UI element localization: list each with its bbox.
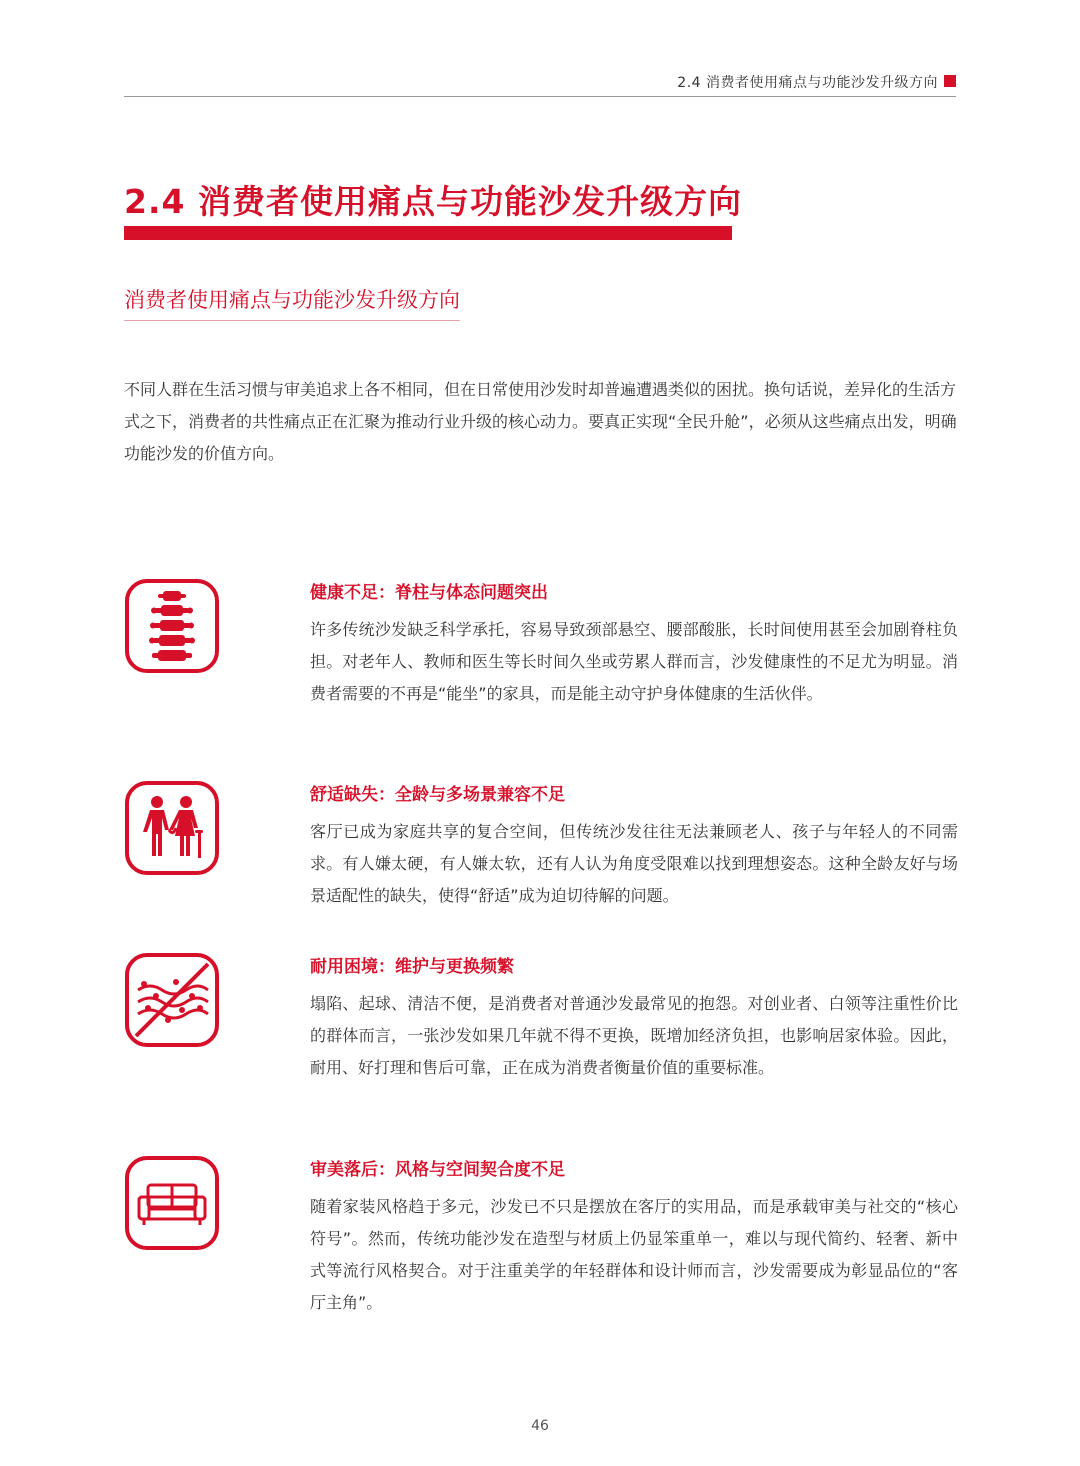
item-title: 审美落后：风格与空间契合度不足 <box>310 1160 565 1180</box>
title-underline-bar <box>124 226 732 240</box>
elderly-couple-icon <box>124 780 220 876</box>
item-body: 客厅已成为家庭共享的复合空间，但传统沙发往往无法兼顾老人、孩子与年轻人的不同需求。有人嫌太硬，有人嫌太软，还有人认为角度受限难以找到理想姿态。这种全龄友好与场景适配性的缺失，使得“舒适”成为迫切待解的问题。 <box>310 822 958 905</box>
item-title: 耐用困境：维护与更换频繁 <box>310 957 514 977</box>
running-header: 2.4 消费者使用痛点与功能沙发升级方向 <box>677 75 938 91</box>
intro-paragraph: 不同人群在生活习惯与审美追求上各不相同，但在日常使用沙发时却普遍遭遇类似的困扰。换句话说，差异化的生活方式之下，消费者的共性痛点正在汇聚为推动行业升级的核心动力。要真正实现“全民升舱”，必须从这些痛点出发，明确功能沙发的价值方向。 <box>124 380 957 463</box>
item-body: 随着家装风格趋于多元，沙发已不只是摆放在客厅的实用品，而是承载审美与社交的“核心符号”。然而，传统功能沙发在造型与材质上仍显笨重单一，难以与现代简约、轻奢、新中式等流行风格契合。对于注重美学的年轻群体和设计师而言，沙发需要成为彰显品位的“客厅主角”。 <box>310 1197 958 1312</box>
pain-point-item <box>124 578 958 738</box>
pain-point-item <box>124 1155 958 1315</box>
pain-point-item <box>124 952 958 1112</box>
item-body: 许多传统沙发缺乏科学承托，容易导致颈部悬空、腰部酸胀，长时间使用甚至会加剧脊柱负担。对老年人、教师和医生等长时间久坐或劳累人群而言，沙发健康性的不足尤为明显。消费者需要的不再是“能坐”的家具，而是能主动守护身体健康的生活伙伴。 <box>310 620 958 703</box>
pain-point-item <box>124 780 958 920</box>
item-body: 塌陷、起球、清洁不便，是消费者对普通沙发最常见的抱怨。对创业者、白领等注重性价比的群体而言，一张沙发如果几年就不得不更换，既增加经济负担，也影响居家体验。因此，耐用、好打理和售后可靠，正在成为消费者衡量价值的重要标准。 <box>310 994 958 1077</box>
item-title: 舒适缺失：全龄与多场景兼容不足 <box>310 785 565 805</box>
page-number: 46 <box>531 1418 549 1434</box>
subsection-title: 消费者使用痛点与功能沙发升级方向 <box>124 284 460 321</box>
header-divider <box>124 96 956 97</box>
item-title: 健康不足：脊柱与体态问题突出 <box>310 583 548 603</box>
section-title: 2.4 消费者使用痛点与功能沙发升级方向 <box>124 182 742 221</box>
no-fabric-pilling-icon <box>124 952 220 1048</box>
sofa-icon <box>124 1155 220 1251</box>
header-marker <box>944 75 956 87</box>
spine-icon <box>124 578 220 674</box>
